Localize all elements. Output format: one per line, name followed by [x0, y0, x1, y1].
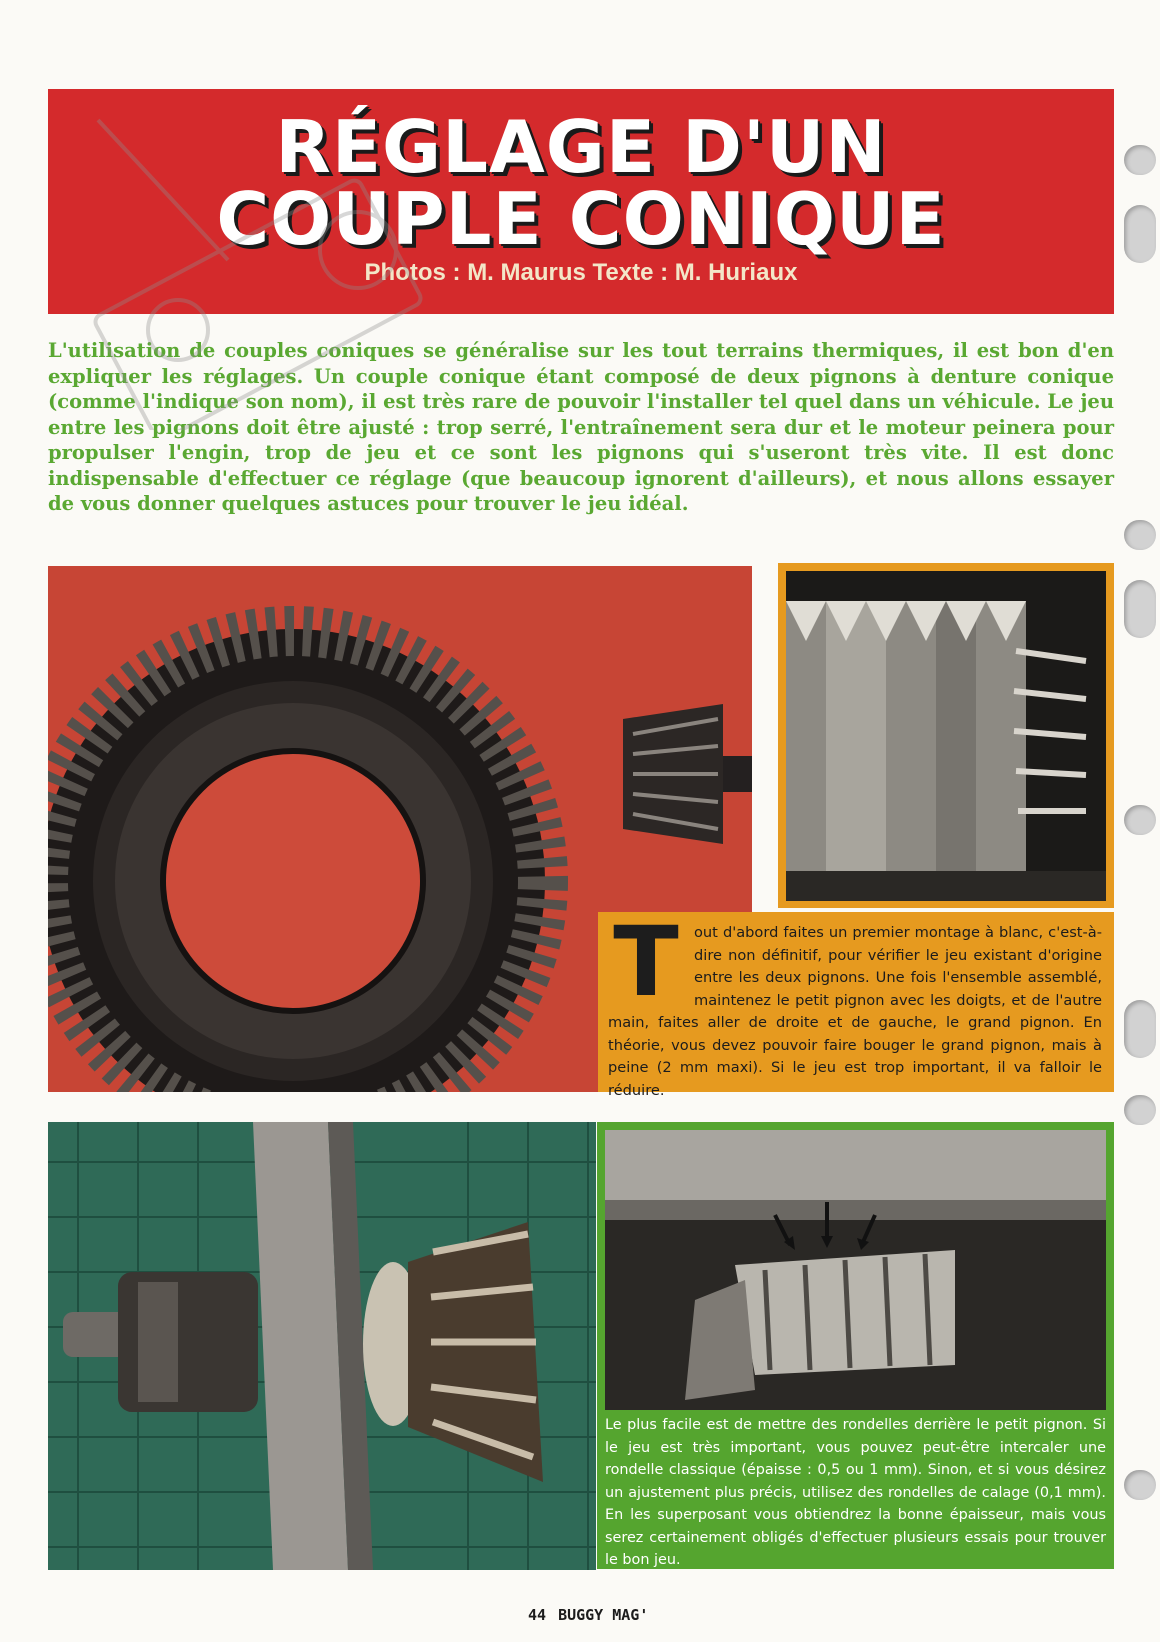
title-banner [48, 89, 1114, 314]
drop-cap: T [613, 906, 679, 1018]
binder-hole [1124, 520, 1156, 550]
page-folio [528, 1606, 660, 1624]
binder-hole [1124, 580, 1156, 638]
caption-first-assembly [598, 906, 1114, 1099]
binder-hole [1124, 1095, 1156, 1125]
page-number: 44 [528, 1606, 547, 1624]
caption-shim-washers [605, 1414, 1106, 1572]
binder-hole [1124, 205, 1156, 263]
photo-meshed-gears-closeup [778, 563, 1114, 908]
binder-hole [1124, 1000, 1156, 1058]
caption-first-assembly-body: out d'abord faites un premier montage à blanc, c'est-à-dire non définitif, pour vérifier le jeu existant d'origine entre les deux pignons. Une fois l'ensemble assemblé, maintenez le petit pignon avec les doigts, et de l'autre main, faites aller de droite et de gauche, le grand pignon. En théorie, vous devez pouvoir faire bouger le grand pignon, mais à peine (2 mm maxi). Si le jeu est trop important, il va falloir le réduire. [608, 924, 1102, 1099]
binder-hole [1124, 805, 1156, 835]
article-title-line-1: RÉGLAGE D'UN [275, 105, 887, 189]
binder-hole [1124, 1470, 1156, 1500]
photo-pinion-with-washer [48, 1122, 596, 1570]
binder-hole [1124, 145, 1156, 175]
magazine-name: BUGGY MAG' [558, 1606, 649, 1624]
intro-paragraph: L'utilisation de couples coniques se généralise sur les tout terrains thermiques, il est bon d'en expliquer les réglages. Un couple conique étant composé de deux pignons à denture conique (comme l'indique son nom), il est très rare de pouvoir l'installer tel quel dans un véhicule. Le jeu entre les pignons doit être ajusté : trop serré, l'entraînement sera dur et le moteur peinera pour propulser l'engin, trop de jeu et ce sont les pignons qui s'useront très vite. Il est donc indispensable d'effectuer ce réglage (que beaucoup ignorent d'ailleurs), et nous allons essayer de vous donner quelques astuces pour trouver le jeu idéal. [48, 339, 1114, 515]
article-title-line-2: COUPLE CONIQUE [216, 177, 946, 261]
caption-first-assembly-text [608, 906, 1102, 1102]
caption-shim-washers-text: Le plus facile est de mettre des rondelles derrière le petit pignon. Si le jeu est très important, vous pouvez peut-être intercaler une rondelle classique (épaisse : 0,5 ou 1 mm). Sinon, et si vous désirez un ajustement plus précis, utilisez des rondelles de calage (0,1 mm). En les superposant vous obtiendrez la bonne épaisseur, mais vous serez certainement obligés d'effectuer plusieurs essais pour trouver le bon jeu. [605, 1417, 1106, 1568]
article-credits: Photos : M. Maurus Texte : M. Huriaux [364, 259, 798, 286]
